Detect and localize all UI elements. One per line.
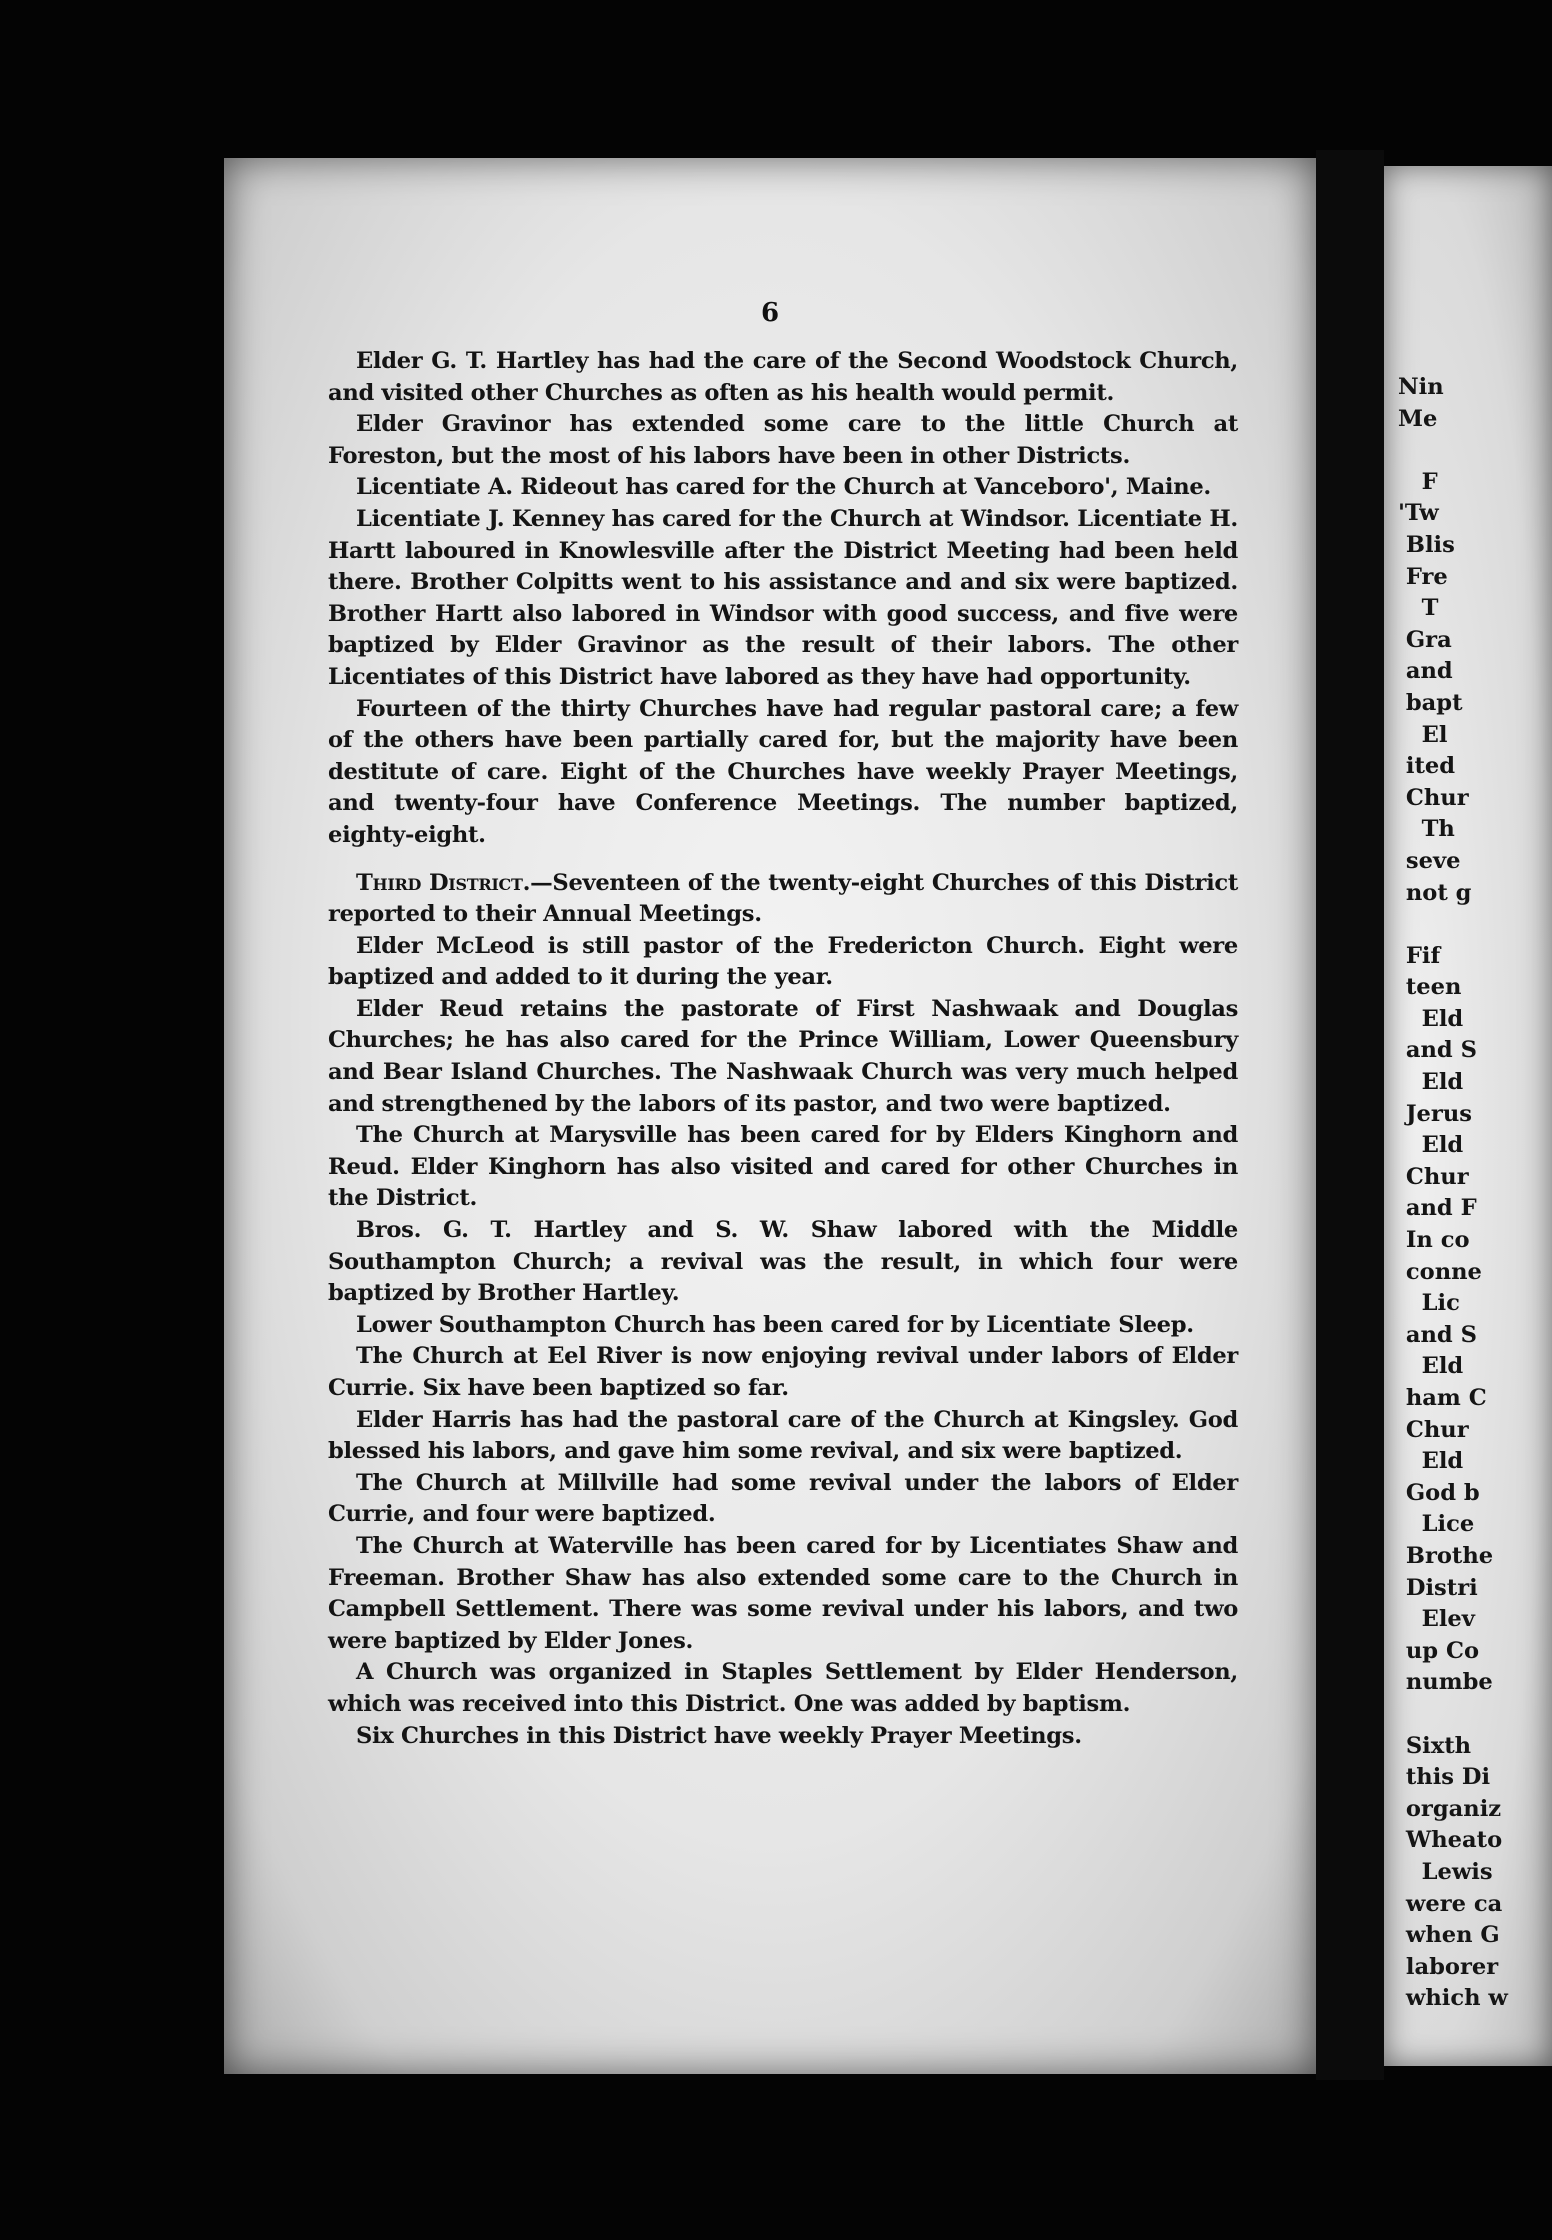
paragraph: Elder McLeod is still pastor of the Fredericton Church. Eight were baptized and added to it during the year. bbox=[328, 932, 1238, 991]
paragraph: Elder G. T. Hartley has had the care of the Second Woodstock Church, and visited other Churches as often as his health would permit. bbox=[328, 348, 1238, 406]
right-page-text: Nin Me F 'Tw Blis Fre T Gra and bapt El ited Chur Th seve not g Fif teen Eld and S Eld Jerus Eld Chur and F In co conne Lic and S Eld ham C Chur Eld God b Lice Brothe Distri Elev up Co numbe Sixth this Di organiz Wheato Lewis were ca when G laborer which w bbox=[1398, 374, 1508, 2012]
right-page bbox=[1384, 166, 1552, 2066]
paragraph: Fourteen of the thirty Churches have had regular pastoral care; a few of the others have been partially cared for, but the majority have been destitute of care. Eight of the Churches have weekly Prayer Meetings, and twenty-four have Conference Meetings. The number baptized, eighty-eight. bbox=[328, 695, 1238, 848]
paragraph: Licentiate J. Kenney has cared for the Church at Windsor. Licentiate H. Hartt laboured in Knowlesville after the District Meeting had been held there. Brother Colpitts went to his assistance and and six were baptized. Brother Hartt also labored in Windsor with good success, and five were baptized by Elder Gravinor as the result of their labors. The other Licentiates of this District have labored as they have had opportunity. bbox=[328, 505, 1238, 690]
paragraph: Six Churches in this District have weekly Prayer Meetings. bbox=[356, 1722, 1082, 1749]
page-number: 6 bbox=[760, 298, 780, 328]
paragraph: The Church at Millville had some revival under the labors of Elder Currie, and four were baptized. bbox=[328, 1469, 1238, 1528]
paragraph: The Church at Eel River is now enjoying revival under labors of Elder Currie. Six have been baptized so far. bbox=[328, 1343, 1238, 1401]
paragraph: The Church at Marysville has been cared for by Elders Kinghorn and Reud. Elder Kinghorn has also visited and cared for other Churches in the District. bbox=[328, 1122, 1238, 1212]
third-district-paragraph bbox=[328, 868, 1238, 931]
paragraph: The Church at Waterville has been cared for by Licentiates Shaw and Freeman. Brother Shaw has also extended some care to the Church in Campbell Settlement. There was some revival under his labors, and two were baptized by Elder Jones. bbox=[328, 1532, 1238, 1654]
paragraph: Elder Reud retains the pastorate of First Nashwaak and Douglas Churches; he has also cared for the Prince William, Lower Queensbury and Bear Island Churches. The Nashwaak Church was very much helped and strengthened by the labors of its pastor, and two were baptized. bbox=[328, 995, 1238, 1117]
paragraph: Licentiate A. Rideout has cared for the Church at Vanceboro', Maine. bbox=[356, 474, 1211, 501]
paragraph: Elder Gravinor has extended some care to the little Church at Foreston, but the most of his labors have been in other Districts. bbox=[328, 411, 1238, 469]
paragraph: Elder Harris has had the pastoral care of the Church at Kingsley. God blessed his labors, and gave him some revival, and six were baptized. bbox=[328, 1406, 1238, 1465]
paragraph: Lower Southampton Church has been cared for by Licentiate Sleep. bbox=[356, 1311, 1194, 1338]
page-gutter bbox=[1316, 150, 1384, 2080]
paragraph: Bros. G. T. Hartley and S. W. Shaw labored with the Middle Southampton Church; a revival was the result, in which four were baptized by Brother Hartley. bbox=[328, 1217, 1238, 1307]
body-text bbox=[328, 346, 1238, 1752]
section-intro: —Seventeen of the twenty-eight Churches of this District reported to their Annual Meetings. bbox=[328, 869, 1238, 928]
paragraph: A Church was organized in Staples Settlement by Elder Henderson, which was received into this District. One was added by baptism. bbox=[328, 1659, 1238, 1717]
left-page bbox=[224, 158, 1316, 2074]
section-heading: Third District. bbox=[356, 869, 531, 896]
